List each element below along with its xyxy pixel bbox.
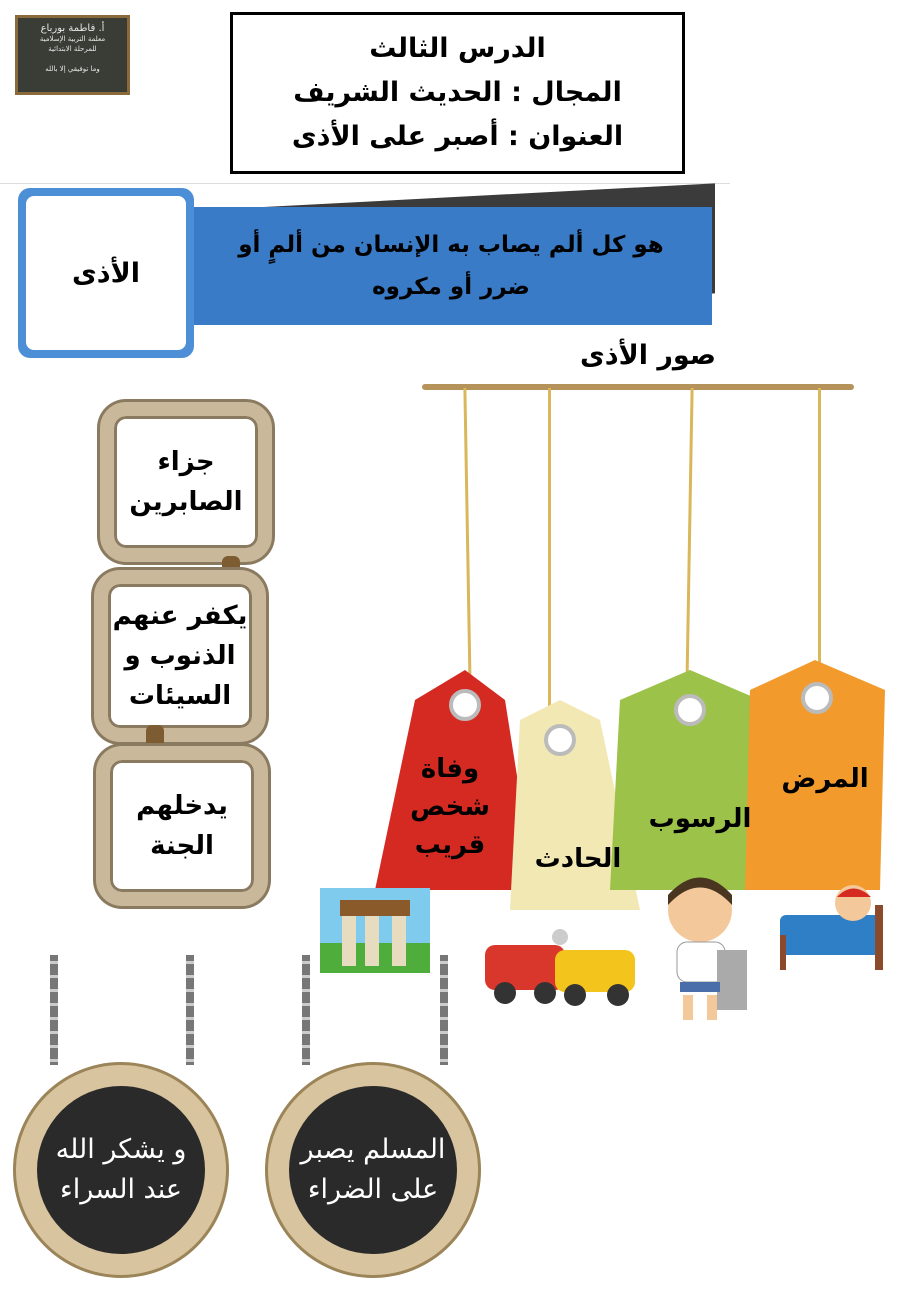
chain xyxy=(302,955,310,1065)
board-right-text: المسلم يصبر على الضراء xyxy=(289,1086,457,1254)
sad-boy-illustration xyxy=(655,870,755,1025)
chain xyxy=(440,955,448,1065)
chain xyxy=(50,955,58,1065)
reward-text-1: جزاء الصابرين xyxy=(129,447,243,517)
definition-banner xyxy=(190,207,712,325)
definition-text: هو كل ألم يصاب به الإنسان من ألمٍ أو ضرر أو مكروه xyxy=(238,232,664,300)
sick-child-illustration xyxy=(775,875,890,975)
logo-line-4: وما توفيقي إلا بالله xyxy=(45,65,100,73)
tag-illness: المرض xyxy=(781,764,869,794)
logo-name: أ. فاطمة بورباع xyxy=(40,23,105,34)
logo-line-3: للمرحلة الابتدائية xyxy=(48,45,97,53)
teacher-logo xyxy=(15,15,130,95)
tag-accident: الحادث xyxy=(534,844,622,874)
hanging-rod xyxy=(422,384,854,390)
tag-string xyxy=(818,388,821,678)
reward-frame-3 xyxy=(96,746,268,906)
board-left-text: و يشكر الله عند السراء xyxy=(37,1086,205,1254)
reward-frame-1 xyxy=(100,402,272,562)
tag-string xyxy=(463,388,471,688)
tag-string xyxy=(685,388,693,688)
lesson-title: العنوان : أصبر على الأذى xyxy=(291,121,624,152)
reward-frame-2 xyxy=(94,570,266,742)
term-label: الأذى xyxy=(26,196,186,350)
lesson-number: الدرس الثالث xyxy=(369,33,546,64)
reward-text-2: يكفر عنهم الذنوب و السيئات xyxy=(112,601,248,711)
tag-death: وفاة شخص قريب xyxy=(410,754,490,860)
lesson-header xyxy=(230,12,685,174)
funeral-illustration xyxy=(320,888,430,973)
tag-failing: الرسوب xyxy=(648,804,752,834)
forms-title: صور الأذى xyxy=(580,340,716,371)
logo-line-2: معلمة التربية الإسلامية xyxy=(39,35,106,43)
chalk-board-left xyxy=(16,1065,226,1275)
divider xyxy=(0,183,730,184)
term-box xyxy=(18,188,194,358)
car-accident-illustration xyxy=(480,925,640,1010)
chalk-board-right xyxy=(268,1065,478,1275)
reward-text-3: يدخلهم الجنة xyxy=(136,791,228,861)
lesson-domain: المجال : الحديث الشريف xyxy=(293,77,622,108)
chain xyxy=(186,955,194,1065)
